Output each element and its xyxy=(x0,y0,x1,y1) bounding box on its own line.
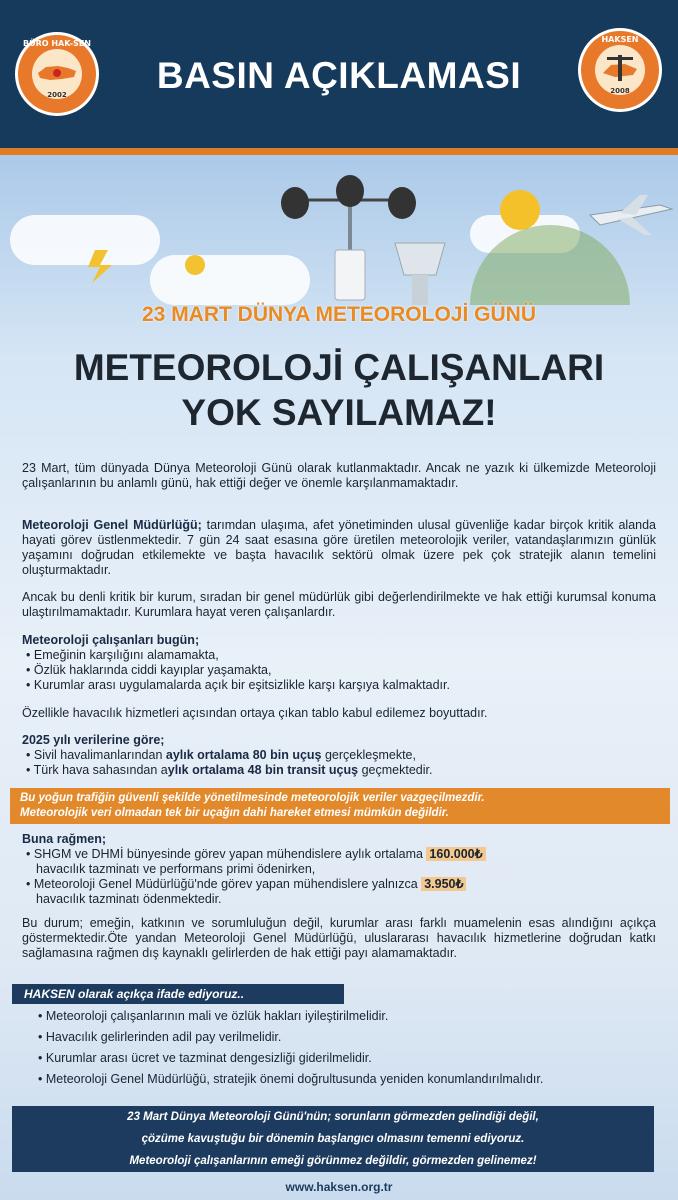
paragraph-mgm-role xyxy=(22,518,656,578)
closing-line-2: çözüme kavuştuğu bir dönemin başlangıcı olmasını temenni ediyoruz. xyxy=(141,1133,525,1145)
list-item: • Meteoroloji Genel Müdürlüğü, stratejik önemi doğrultusunda yeniden konumlandırılmalıdır. xyxy=(48,1069,634,1090)
closing-line-1: 23 Mart Dünya Meteoroloji Günü'nün; sorunların görmezden gelindiği değil, xyxy=(127,1111,539,1123)
banner-line-2: Meteorolojik veri olmadan tek bir uçağın dahi hareket etmesi mümkün değildir. xyxy=(20,807,449,819)
demands-list xyxy=(34,1006,634,1090)
list-item xyxy=(33,877,656,907)
amount-badge: 3.950₺ xyxy=(421,877,466,891)
stat-1-post: gerçekleşmekte, xyxy=(321,748,416,762)
closing-line-3: Meteoroloji çalışanlarının emeği görünmez değildir, görmezden gelinemez! xyxy=(129,1155,537,1167)
website-link[interactable]: www.haksen.org.tr xyxy=(285,1180,393,1194)
amount-badge: 160.000₺ xyxy=(426,847,485,861)
stat-2-post: geçmektedir. xyxy=(358,763,433,777)
despite-2-cont: havacılık tazminatı ödenmektedir. xyxy=(36,892,222,906)
logo-left-text: BÜRO HAK-SEN xyxy=(23,39,91,48)
weather-illustration xyxy=(0,155,678,305)
weather-instruments-icon xyxy=(0,155,678,305)
mgm-label: Meteoroloji Genel Müdürlüğü; xyxy=(22,518,202,532)
list-item xyxy=(33,748,656,763)
event-subtitle: 23 MART DÜNYA METEOROLOJİ GÜNÜ xyxy=(142,303,536,326)
despite-title: Buna rağmen; xyxy=(22,832,107,846)
paragraph-aviation: Özellikle havacılık hizmetleri açısından ortaya çıkan tablo kabul edilemez boyuttadır. xyxy=(22,706,488,720)
stat-2-pre: Türk hava sahasından a xyxy=(33,763,168,777)
stats-section xyxy=(22,733,656,778)
logo-left-year: 2002 xyxy=(47,91,67,99)
demands-band: HAKSEN olarak açıkça ifade ediyoruz.. xyxy=(12,984,344,1004)
list-item: • Kurumlar arası uygulamalarda açık bir eşitsizlikle karşı karşıya kalmaktadır. xyxy=(36,678,656,693)
logo-right-text: HAKSEN xyxy=(601,35,639,44)
list-item xyxy=(33,763,656,778)
paragraph-conclusion: Bu durum; emeğin, katkının ve sorumluluğun değil, kurumlar arası farklı muamelenin esas alındığını açıkça göstermektedir.Öte yandan Meteoroloji Genel Müdürlüğü, uluslararası havacılık hizmetlerine doğrudan katkı sağlamasına rağmen dış kaynaklı gelirlerden de hak ettiği payı alamamaktadır. xyxy=(22,916,656,960)
paragraph-critical-institution: Ancak bu denli kritik bir kurum, sıradan bir genel müdürlük gibi değerlendirilmekte ve hak ettiği kurumsal konuma ulaştırılmamaktadır. Kurumlara hayat veren çalışanlardır. xyxy=(22,590,656,619)
stat-1-pre: Sivil havalimanlarından xyxy=(33,748,166,762)
headline-line-2: YOK SAYILAMAZ! xyxy=(181,392,497,433)
stat-2-value: ylık ortalama 48 bin transit uçuş xyxy=(167,763,359,777)
list-item: • Kurumlar arası ücret ve tazminat dengesizliği giderilmelidir. xyxy=(48,1048,634,1069)
list-item: • Meteoroloji çalışanlarının mali ve özlük hakları iyileştirilmelidir. xyxy=(48,1006,634,1027)
buro-haksen-logo xyxy=(15,32,99,116)
main-headline xyxy=(0,345,678,435)
list-item: • Emeğinin karşılığını alamamakta, xyxy=(36,648,656,663)
despite-section xyxy=(22,832,656,907)
banner-line-1: Bu yoğun trafiğin güvenli şekilde yönetilmesinde meteorolojik veriler vazgeçilmezdir. xyxy=(20,792,485,804)
logo-right-year: 2008 xyxy=(610,87,630,95)
closing-banner xyxy=(12,1106,654,1172)
today-title: Meteoroloji çalışanları bugün; xyxy=(22,633,200,647)
despite-1-text: SHGM ve DHMİ bünyesinde görev yapan mühendislere aylık ortalama xyxy=(33,847,423,861)
list-item: • Havacılık gelirlerinden adil pay verilmelidir. xyxy=(48,1027,634,1048)
stat-1-value: aylık ortalama 80 bin uçuş xyxy=(165,748,322,762)
meteorological-data-banner xyxy=(10,788,670,824)
despite-2-text: Meteoroloji Genel Müdürlüğü'nde görev yapan mühendislere yalnızca xyxy=(33,877,418,891)
today-section xyxy=(22,633,656,693)
paragraph-intro: 23 Mart, tüm dünyada Dünya Meteoroloji Günü olarak kutlanmaktadır. Ancak ne yazık ki ülkemizde Meteoroloji çalışanlarının bu anlamlı günü, hak ettiği değer ve önemle karşılanmamaktadır. xyxy=(22,461,656,490)
despite-1-cont: havacılık tazminatı ve performans primi ödenirken, xyxy=(36,862,316,876)
header-bar xyxy=(0,0,678,150)
header-divider xyxy=(0,148,678,155)
list-item: • Özlük haklarında ciddi kayıplar yaşamakta, xyxy=(36,663,656,678)
list-item xyxy=(33,847,656,877)
haksen-logo xyxy=(578,28,662,112)
page-title: BASIN AÇIKLAMASI xyxy=(156,55,522,96)
mgm-role-text: tarımdan ulaşıma, afet yönetiminden ulusal güvenliğe kadar birçok kritik alanda hayati görev üstlenmektedir. 7 gün 24 saat esasına göre üretilen meteorolojik veriler, vatandaşlarımızın günlük yaşamını doğrudan etkilemekte ve başta havacılık sektörü olmak üzere pek çok stratejik alanın temelini oluşturmaktadır. xyxy=(22,518,656,577)
stats-title: 2025 yılı verilerine göre; xyxy=(22,733,165,747)
headline-line-1: METEOROLOJİ ÇALIŞANLARI xyxy=(73,347,605,388)
